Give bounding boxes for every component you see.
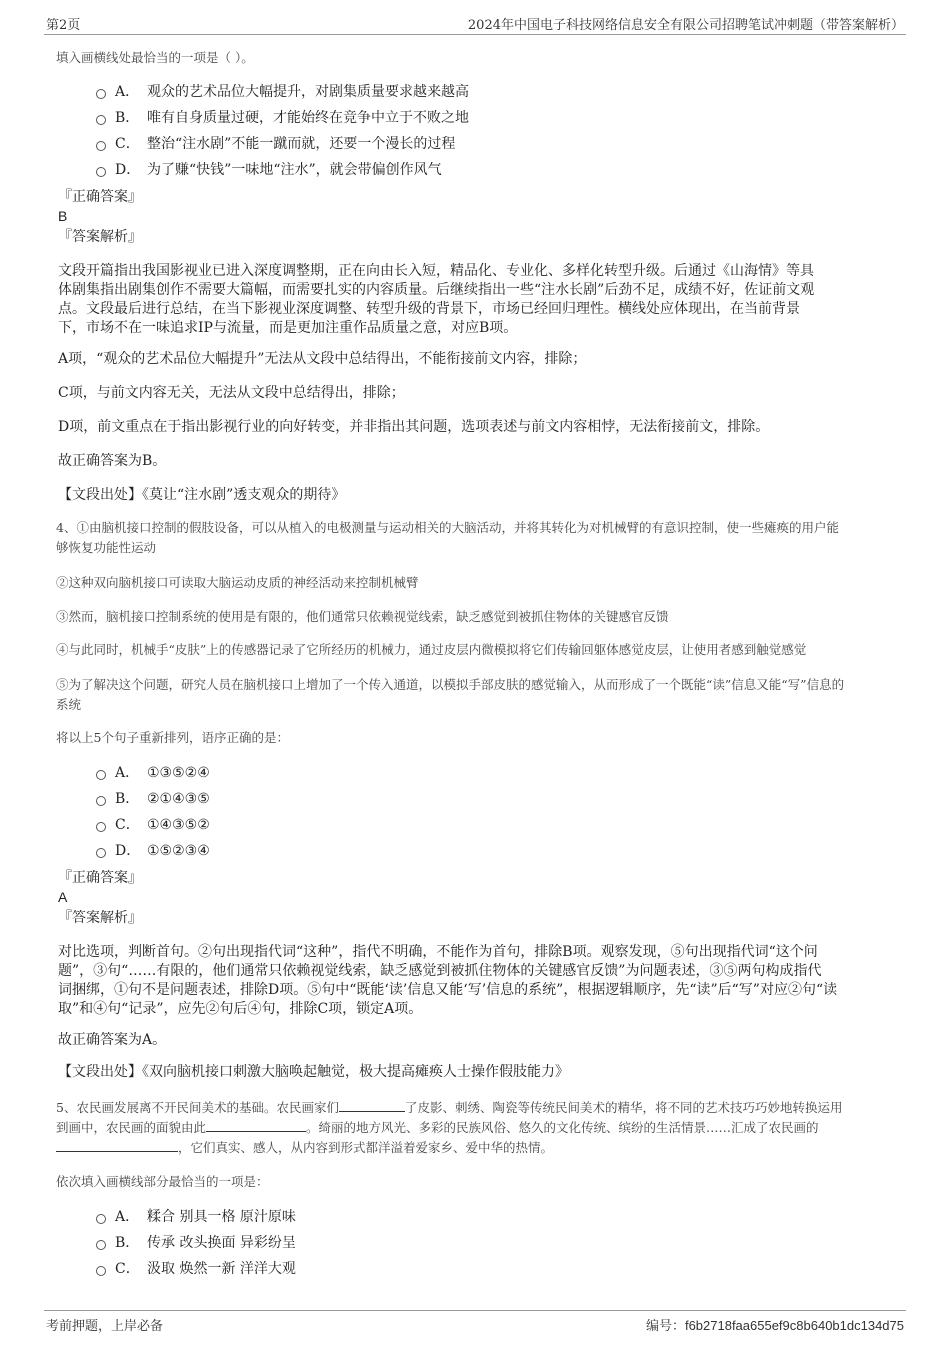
radio-icon[interactable] — [96, 822, 106, 832]
q3-option-d[interactable]: D． 为了赚“快钱”一味地“注水”，就会带偏创作风气 — [96, 160, 442, 180]
q4-sentence-2: ②这种双向脑机接口可读取大脑运动皮质的神经活动来控制机械臂 — [56, 575, 419, 590]
footer-slogan: 考前押题，上岸必备 — [46, 1319, 164, 1334]
q3-answer-label: 『正确答案』 — [58, 189, 142, 205]
q4-sentence-4: ④与此同时，机械手“皮肤”上的传感器记录了它所经历的机械力，通过皮层内微模拟将它们传输回躯体感觉皮层，让使用者感到触觉感觉 — [56, 642, 807, 657]
q4-option-d[interactable]: D． ①⑤②③④ — [96, 841, 210, 861]
q3-source: 【文段出处】《莫让“注水剧”透支观众的期待》 — [58, 487, 346, 503]
document-code: 编号：f6b2718faa655ef9c8b640b1dc134d75 — [645, 1318, 904, 1334]
q4-source: 【文段出处】《双向脑机接口刺激大脑唤起触觉，极大提高瘫痪人士操作假肢能力》 — [58, 1064, 569, 1080]
q3-note-a: A项，“观众的艺术品位大幅提升”无法从文段中总结得出，不能衔接前文内容，排除； — [58, 351, 587, 367]
q3-prompt: 填入画横线处最恰当的一项是（ ）。 — [56, 50, 254, 65]
radio-icon[interactable] — [96, 848, 106, 858]
radio-icon[interactable] — [96, 115, 106, 125]
q5-stem: 5、农民画发展离不开民间美术的基础。农民画家们 了皮影、刺绣、陶瓷等传统民间美术的精华，将不同的艺术技巧巧妙地转换运用 到画中，农民画的面貌由此 。绮丽的地方风光、多彩的民族风俗、悠久的文化传统、缤纷的生活情景……汇成了农民画的 ，它们真实、感人，从内容到形式都洋溢着爱家乡、爱中华的热情。 — [56, 1100, 843, 1155]
q3-conclusion: 故正确答案为B。 — [58, 453, 167, 469]
q3-answer: B — [58, 208, 68, 224]
q5-option-a[interactable]: A． 糅合 别具一格 原汁原味 — [96, 1207, 296, 1227]
q4-option-c[interactable]: C． ①④③⑤② — [96, 815, 210, 835]
document-title: 2024年中国电子科技网络信息安全有限公司招聘笔试冲刺题（带答案解析） — [467, 18, 904, 33]
page-header — [44, 12, 906, 35]
q4-answer-label: 『正确答案』 — [58, 870, 142, 886]
q4-sentence-3: ③然而，脑机接口控制系统的使用是有限的，他们通常只依赖视觉线索，缺乏感觉到被抓住物体的关键感官反馈 — [56, 609, 669, 624]
q3-analysis-label: 『答案解析』 — [58, 229, 142, 245]
q5-option-c[interactable]: C． 汲取 焕然一新 洋洋大观 — [96, 1259, 296, 1279]
q4-prompt: 将以上5个句子重新排列，语序正确的是： — [56, 730, 289, 745]
q4-option-b[interactable]: B． ②①④③⑤ — [96, 789, 210, 809]
q3-note-c: C项，与前文内容无关，无法从文段中总结得出，排除； — [58, 385, 405, 401]
q5-option-b[interactable]: B． 传承 改头换面 异彩纷呈 — [96, 1233, 296, 1253]
radio-icon[interactable] — [96, 89, 106, 99]
q3-analysis: 文段开篇指出我国影视业已进入深度调整期，正在向由长入短，精品化、专业化、多样化转型升级。后通过《山海情》等具 体剧集指出剧集创作不需要大篇幅，而需要扎实的内容质量。后继续指出一些“注水长剧”后劲不足，成绩不好，佐证前文观 点。文段最后进行总结，在当下影视业深度调整、转型升级的背景下，市场已经回归理性。横线处应体现出，在当前背景 下，市场不在一味追求IP与流量，而是更加注重作品质量之意，对应B项。 — [58, 263, 815, 336]
radio-icon[interactable] — [96, 1240, 106, 1250]
q4-sentence-5: ⑤为了解决这个问题，研究人员在脑机接口上增加了一个传入通道，以模拟手部皮肤的感觉输入，从而形成了一个既能“读”信息又能“写”信息的 系统 — [56, 677, 845, 712]
q3-option-c[interactable]: C． 整治“注水剧”不能一蹴而就，还要一个漫长的过程 — [96, 134, 455, 154]
q3-note-d: D项，前文重点在于指出影视行业的向好转变，并非指出其问题，选项表述与前文内容相悖，无法衔接前文，排除。 — [58, 419, 770, 435]
q5-prompt: 依次填入画横线部分最恰当的一项是： — [56, 1174, 269, 1189]
blank-2[interactable] — [206, 1118, 306, 1132]
radio-icon[interactable] — [96, 770, 106, 780]
blank-3[interactable] — [56, 1138, 178, 1152]
q4-answer: A — [58, 889, 68, 905]
q4-sentence-1: 4、①由脑机接口控制的假肢设备，可以从植入的电极测量与运动相关的大脑活动，并将其转化为对机械臂的有意识控制，使一些瘫痪的用户能 够恢复功能性运动 — [56, 520, 839, 555]
blank-1[interactable] — [339, 1098, 405, 1112]
page-number: 第2页 — [46, 18, 81, 33]
radio-icon[interactable] — [96, 1214, 106, 1224]
page-footer — [44, 1310, 906, 1337]
radio-icon[interactable] — [96, 796, 106, 806]
radio-icon[interactable] — [96, 167, 106, 177]
radio-icon[interactable] — [96, 1266, 106, 1276]
q4-option-a[interactable]: A． ①③⑤②④ — [96, 763, 210, 783]
q4-analysis-label: 『答案解析』 — [58, 910, 142, 926]
q4-analysis: 对比选项，判断首句。②句出现指代词“这种”，指代不明确，不能作为首句，排除B项。观察发现，⑤句出现指代词“这个问 题”，③句“……有限的，他们通常只依赖视觉线索，缺乏感觉到被抓住物体的关键感官反馈”为问题表述，③⑤两句构成指代 词捆绑，①句不是问题表述，排除D项。⑤句中“既能‘读’信息又能‘写’信息的系统”，根据逻辑顺序，先“读”后“写”对应②句“读 取”和④句“记录”，应先②句后④句，排除C项，锁定A项。 — [58, 944, 838, 1017]
q3-option-b[interactable]: B． 唯有自身质量过硬，才能始终在竞争中立于不败之地 — [96, 108, 469, 128]
q4-conclusion: 故正确答案为A。 — [58, 1032, 167, 1048]
q3-option-a[interactable]: A． 观众的艺术品位大幅提升，对剧集质量要求越来越高 — [96, 82, 469, 102]
radio-icon[interactable] — [96, 141, 106, 151]
